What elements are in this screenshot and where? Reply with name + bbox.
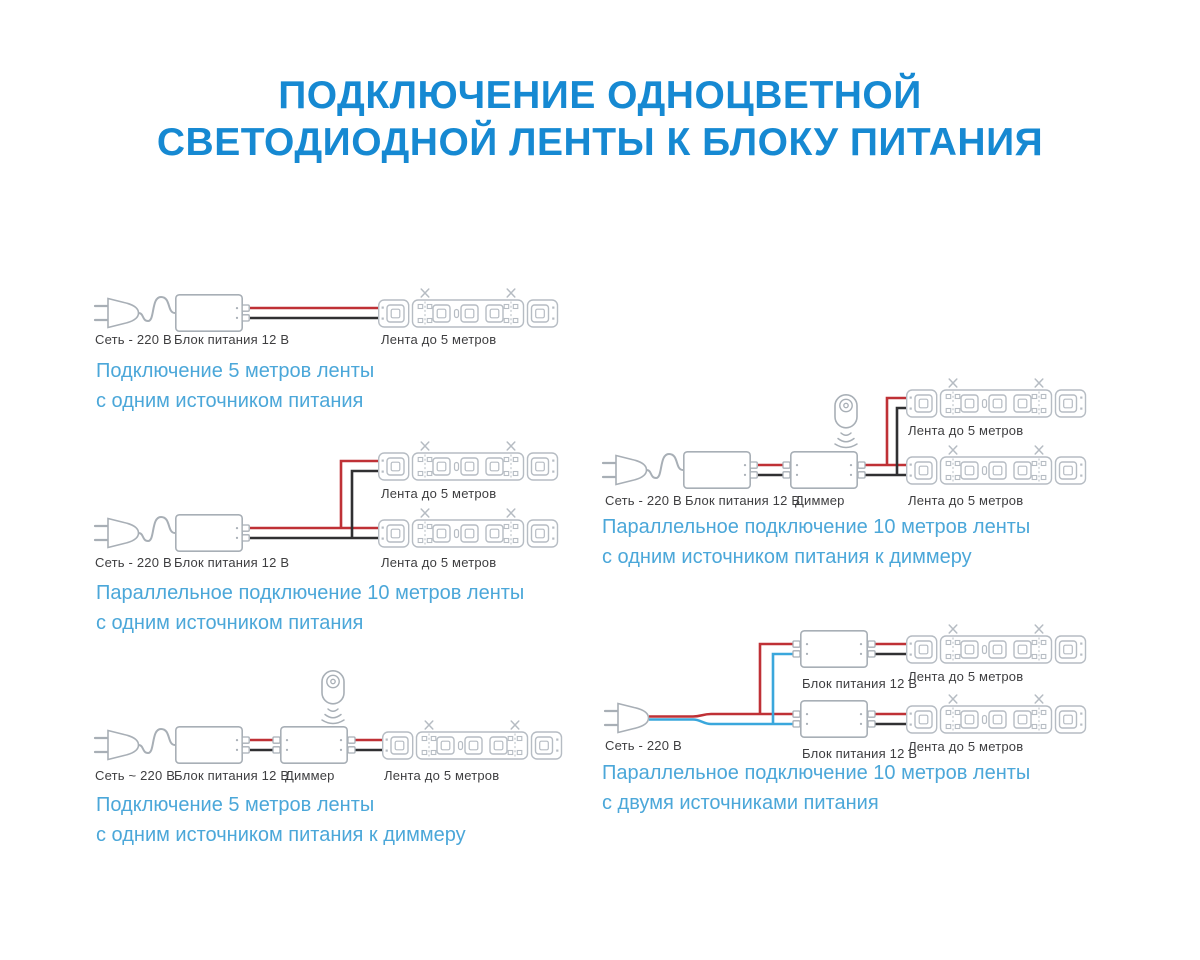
- led-strip-icon: [907, 379, 1086, 417]
- psu-label: Блок питания 12 В: [174, 768, 290, 783]
- caption-line1: Параллельное подключение 10 метров ленты: [96, 582, 525, 604]
- caption-line1: Параллельное подключение 10 метров ленты: [602, 516, 1031, 538]
- mains-label: Сеть - 220 В: [95, 555, 172, 570]
- power-supply-icon: [176, 295, 249, 331]
- remote-control-icon: [322, 671, 344, 724]
- caption-line2: с одним источником питания к диммеру: [96, 824, 466, 846]
- led-strip-icon: [379, 509, 558, 547]
- caption-line1: Параллельное подключение 10 метров ленты: [602, 762, 1031, 784]
- caption-line1: Подключение 5 метров ленты: [96, 360, 375, 382]
- dimmer-label: Диммер: [795, 493, 845, 508]
- diagram-caption: [96, 356, 374, 416]
- mains-label: Сеть - 220 В: [95, 332, 172, 347]
- plug-icon: [95, 729, 175, 760]
- psu-label: Блок питания 12 В: [802, 746, 918, 761]
- mains-label: Сеть - 220 В: [605, 493, 682, 508]
- diagram-caption: [96, 790, 466, 850]
- diagram-caption: [602, 512, 1030, 572]
- power-supply-icon: [176, 727, 249, 763]
- strip-label: Лента до 5 метров: [381, 332, 497, 347]
- diagram-caption: [96, 578, 524, 638]
- power-supply-icon: [793, 701, 875, 737]
- power-supply-icon: [176, 515, 249, 551]
- page-title-line1: ПОДКЛЮЧЕНИЕ ОДНОЦВЕТНОЙ: [278, 74, 922, 117]
- mains-label: Сеть - 220 В: [605, 738, 682, 753]
- led-strip-icon: [907, 695, 1086, 733]
- psu-label: Блок питания 12 В: [174, 555, 290, 570]
- plug-icon: [95, 297, 175, 328]
- led-strip-icon: [907, 625, 1086, 663]
- dimmer-icon: [273, 727, 355, 763]
- dimmer-label: Диммер: [285, 768, 335, 783]
- power-supply-icon: [684, 452, 757, 488]
- caption-line2: с двумя источниками питания: [602, 792, 879, 814]
- strip-label: Лента до 5 метров: [908, 669, 1024, 684]
- plug-icon: [605, 704, 649, 733]
- strip-label: Лента до 5 метров: [384, 768, 500, 783]
- strip-label: Лента до 5 метров: [908, 739, 1024, 754]
- strip-label: Лента до 5 метров: [381, 486, 497, 501]
- led-strip-icon: [379, 289, 558, 327]
- caption-line2: с одним источником питания к диммеру: [602, 546, 972, 568]
- psu-label: Блок питания 12 В: [174, 332, 290, 347]
- strip-label: Лента до 5 метров: [908, 423, 1024, 438]
- psu-label: Блок питания 12 В: [685, 493, 801, 508]
- page-title-line2: СВЕТОДИОДНОЙ ЛЕНТЫ К БЛОКУ ПИТАНИЯ: [156, 121, 1044, 164]
- diagram-caption: [602, 758, 1030, 818]
- led-strip-icon: [379, 442, 558, 480]
- caption-line2: с одним источником питания: [96, 612, 364, 634]
- remote-control-icon: [835, 395, 857, 448]
- psu-label: Блок питания 12 В: [802, 676, 918, 691]
- power-supply-icon: [793, 631, 875, 667]
- led-strip-icon: [383, 721, 562, 759]
- led-strip-icon: [907, 446, 1086, 484]
- strip-label: Лента до 5 метров: [381, 555, 497, 570]
- dimmer-icon: [783, 452, 865, 488]
- mains-label: Сеть ~ 220 В: [95, 768, 176, 783]
- plug-icon: [603, 454, 683, 485]
- caption-line1: Подключение 5 метров ленты: [96, 794, 375, 816]
- plug-icon: [95, 517, 175, 548]
- caption-line2: с одним источником питания: [96, 390, 364, 412]
- strip-label: Лента до 5 метров: [908, 493, 1024, 508]
